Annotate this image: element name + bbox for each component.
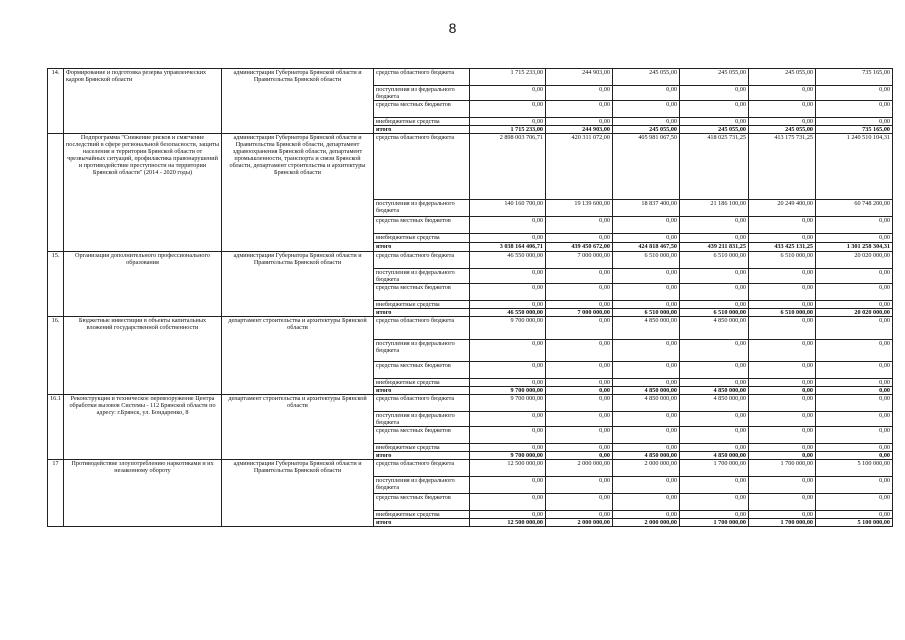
funding-source: итого [374, 243, 470, 252]
amount-cell: 0,00 [816, 444, 893, 452]
amount-cell: 0,00 [680, 427, 749, 444]
amount-cell: 0,00 [613, 217, 680, 234]
amount-cell: 0,00 [816, 340, 893, 362]
amount-cell: 140 160 700,00 [470, 200, 546, 217]
table-row [48, 252, 893, 269]
amount-cell: 0,00 [613, 362, 680, 379]
funding-source: внебюджетные средства [374, 379, 470, 387]
amount-cell: 4 850 000,00 [680, 387, 749, 395]
amount-cell: 0,00 [749, 452, 816, 460]
amount-cell: 0,00 [749, 217, 816, 234]
amount-cell: 7 000 000,00 [546, 252, 613, 269]
amount-cell: 0,00 [470, 217, 546, 234]
amount-cell: 735 165,00 [816, 126, 893, 134]
amount-cell: 0,00 [613, 301, 680, 309]
executor: департамент строительства и архитектуры Брянской области [222, 395, 374, 460]
amount-cell: 0,00 [749, 379, 816, 387]
amount-cell: 245 055,00 [680, 69, 749, 86]
amount-cell: 0,00 [680, 511, 749, 519]
row-number: 16.1 [48, 395, 64, 460]
amount-cell: 0,00 [816, 511, 893, 519]
amount-cell: 0,00 [749, 118, 816, 126]
amount-cell: 0,00 [546, 301, 613, 309]
amount-cell: 0,00 [546, 86, 613, 101]
amount-cell: 405 981 067,50 [613, 134, 680, 200]
amount-cell: 0,00 [613, 86, 680, 101]
amount-cell: 9 700 000,00 [470, 387, 546, 395]
amount-cell: 12 500 000,00 [470, 519, 546, 527]
amount-cell: 0,00 [613, 412, 680, 427]
table-row [48, 395, 893, 412]
amount-cell: 0,00 [470, 511, 546, 519]
amount-cell: 0,00 [680, 284, 749, 301]
amount-cell: 0,00 [546, 379, 613, 387]
amount-cell: 245 055,00 [613, 126, 680, 134]
amount-cell: 4 850 000,00 [680, 317, 749, 340]
amount-cell: 0,00 [816, 379, 893, 387]
amount-cell: 0,00 [546, 234, 613, 243]
amount-cell: 6 510 000,00 [613, 309, 680, 317]
funding-source: внебюджетные средства [374, 118, 470, 126]
amount-cell: 0,00 [470, 86, 546, 101]
measure-name: Организация дополнительного профессионального образования [64, 252, 222, 317]
funding-source: внебюджетные средства [374, 511, 470, 519]
amount-cell: 0,00 [816, 395, 893, 412]
table-row [48, 460, 893, 477]
amount-cell: 2 898 003 706,71 [470, 134, 546, 200]
amount-cell: 0,00 [749, 234, 816, 243]
amount-cell: 0,00 [749, 477, 816, 494]
amount-cell: 439 211 831,25 [680, 243, 749, 252]
amount-cell: 1 715 233,00 [470, 126, 546, 134]
amount-cell: 0,00 [470, 301, 546, 309]
amount-cell: 0,00 [546, 511, 613, 519]
amount-cell: 0,00 [816, 427, 893, 444]
funding-source: итого [374, 126, 470, 134]
amount-cell: 244 903,00 [546, 69, 613, 86]
amount-cell: 0,00 [816, 412, 893, 427]
amount-cell: 0,00 [749, 494, 816, 511]
executor: администрация Губернатора Брянской области и Правительства Брянской области [222, 460, 374, 527]
table-row [48, 134, 893, 200]
amount-cell: 1 240 510 104,31 [816, 134, 893, 200]
amount-cell: 0,00 [546, 477, 613, 494]
amount-cell: 433 425 131,25 [749, 243, 816, 252]
amount-cell: 0,00 [546, 317, 613, 340]
amount-cell: 0,00 [816, 269, 893, 284]
measure-name: Формирование и подготовка резерва управленческих кадров Брянской области [64, 69, 222, 134]
amount-cell: 0,00 [546, 118, 613, 126]
funding-source: поступления из федерального бюджета [374, 200, 470, 217]
amount-cell: 0,00 [546, 452, 613, 460]
amount-cell: 0,00 [680, 101, 749, 118]
amount-cell: 0,00 [749, 395, 816, 412]
amount-cell: 245 055,00 [749, 69, 816, 86]
amount-cell: 4 850 000,00 [613, 387, 680, 395]
amount-cell: 0,00 [470, 412, 546, 427]
amount-cell: 424 818 467,50 [613, 243, 680, 252]
funding-source: средства местных бюджетов [374, 284, 470, 301]
funding-source: внебюджетные средства [374, 301, 470, 309]
amount-cell: 0,00 [546, 101, 613, 118]
amount-cell: 1 700 000,00 [680, 460, 749, 477]
amount-cell: 0,00 [470, 284, 546, 301]
amount-cell: 0,00 [470, 494, 546, 511]
funding-source: итого [374, 519, 470, 527]
amount-cell: 0,00 [613, 494, 680, 511]
amount-cell: 0,00 [470, 340, 546, 362]
amount-cell: 0,00 [613, 101, 680, 118]
row-number: 17 [48, 460, 64, 527]
amount-cell: 0,00 [613, 477, 680, 494]
amount-cell: 21 186 100,00 [680, 200, 749, 217]
amount-cell: 0,00 [749, 427, 816, 444]
amount-cell: 0,00 [816, 234, 893, 243]
amount-cell: 20 249 400,00 [749, 200, 816, 217]
amount-cell: 1 700 000,00 [749, 460, 816, 477]
funding-source: средства местных бюджетов [374, 217, 470, 234]
amount-cell: 6 510 000,00 [680, 252, 749, 269]
amount-cell: 0,00 [749, 511, 816, 519]
amount-cell: 19 139 600,00 [546, 200, 613, 217]
amount-cell: 0,00 [546, 217, 613, 234]
amount-cell: 1 700 000,00 [749, 519, 816, 527]
amount-cell: 9 700 000,00 [470, 452, 546, 460]
amount-cell: 0,00 [680, 118, 749, 126]
amount-cell: 0,00 [470, 379, 546, 387]
table-row [48, 317, 893, 340]
amount-cell: 0,00 [613, 269, 680, 284]
amount-cell: 2 000 000,00 [613, 519, 680, 527]
amount-cell: 0,00 [749, 101, 816, 118]
amount-cell: 0,00 [816, 284, 893, 301]
amount-cell: 0,00 [613, 340, 680, 362]
amount-cell: 245 055,00 [680, 126, 749, 134]
amount-cell: 0,00 [749, 284, 816, 301]
funding-source: поступления из федерального бюджета [374, 340, 470, 362]
amount-cell: 4 850 000,00 [680, 395, 749, 412]
amount-cell: 735 165,00 [816, 69, 893, 86]
amount-cell: 5 100 000,00 [816, 460, 893, 477]
amount-cell: 0,00 [680, 234, 749, 243]
amount-cell: 0,00 [680, 494, 749, 511]
funding-source: средства местных бюджетов [374, 362, 470, 379]
amount-cell: 0,00 [816, 387, 893, 395]
table-row [48, 69, 893, 86]
amount-cell: 0,00 [816, 118, 893, 126]
amount-cell: 0,00 [749, 444, 816, 452]
amount-cell: 0,00 [470, 118, 546, 126]
amount-cell: 46 550 000,00 [470, 252, 546, 269]
amount-cell: 6 510 000,00 [749, 252, 816, 269]
amount-cell: 3 038 164 406,71 [470, 243, 546, 252]
amount-cell: 0,00 [613, 234, 680, 243]
funding-source: средства местных бюджетов [374, 101, 470, 118]
amount-cell: 7 000 000,00 [546, 309, 613, 317]
amount-cell: 1 301 258 304,31 [816, 243, 893, 252]
amount-cell: 0,00 [680, 340, 749, 362]
amount-cell: 0,00 [749, 317, 816, 340]
amount-cell: 0,00 [816, 317, 893, 340]
executor: администрация Губернатора Брянской области и Правительства Брянской области [222, 69, 374, 134]
executor: департамент строительства и архитектуры Брянской области [222, 317, 374, 395]
amount-cell: 1 715 233,00 [470, 69, 546, 86]
funding-source: итого [374, 387, 470, 395]
funding-source: средства областного бюджета [374, 134, 470, 200]
amount-cell: 0,00 [749, 340, 816, 362]
amount-cell: 0,00 [546, 494, 613, 511]
measure-name: Реконструкция и техническое перевооружение Центра обработки вызовов Системы - 112 Брянской области по адресу: г.Брянск, ул. Бондаренко, 8 [64, 395, 222, 460]
amount-cell: 9 700 000,00 [470, 395, 546, 412]
amount-cell: 20 020 000,00 [816, 309, 893, 317]
amount-cell: 0,00 [680, 477, 749, 494]
amount-cell: 0,00 [546, 444, 613, 452]
amount-cell: 0,00 [816, 217, 893, 234]
page-number: 8 [448, 20, 457, 36]
executor: администрация Губернатора Брянской области и Правительства Брянской области, департамент здравоохранения Брянской области, департамент промышленности, транспорта и связи Брянской области, департамент строительства и архитектуры Брянской области [222, 134, 374, 252]
row-number: 16. [48, 317, 64, 395]
amount-cell: 0,00 [816, 362, 893, 379]
amount-cell: 0,00 [749, 362, 816, 379]
amount-cell: 413 175 731,25 [749, 134, 816, 200]
amount-cell: 0,00 [680, 86, 749, 101]
amount-cell: 0,00 [816, 86, 893, 101]
funding-source: поступления из федерального бюджета [374, 269, 470, 284]
amount-cell: 0,00 [613, 284, 680, 301]
amount-cell: 439 450 672,00 [546, 243, 613, 252]
funding-source: средства областного бюджета [374, 395, 470, 412]
funding-source: средства местных бюджетов [374, 427, 470, 444]
amount-cell: 0,00 [816, 477, 893, 494]
amount-cell: 0,00 [546, 395, 613, 412]
amount-cell: 0,00 [470, 427, 546, 444]
amount-cell: 9 700 000,00 [470, 317, 546, 340]
amount-cell: 2 000 000,00 [613, 460, 680, 477]
row-number: 15. [48, 252, 64, 317]
funding-source: средства областного бюджета [374, 460, 470, 477]
amount-cell: 0,00 [546, 284, 613, 301]
measure-name: Подпрограмма "Снижение рисков и смягчение последствий в сфере региональной безопасности, защиты населения и территории Брянской области от чрезвычайных ситуаций, профилактика правонарушений и противодействие преступности на территории Брянской области" (2014 - 2020 годы) [64, 134, 222, 252]
amount-cell: 0,00 [546, 362, 613, 379]
amount-cell: 12 500 000,00 [470, 460, 546, 477]
amount-cell: 0,00 [546, 269, 613, 284]
funding-source: поступления из федерального бюджета [374, 477, 470, 494]
funding-source: поступления из федерального бюджета [374, 86, 470, 101]
amount-cell: 6 510 000,00 [680, 309, 749, 317]
amount-cell: 245 055,00 [749, 126, 816, 134]
amount-cell: 0,00 [816, 494, 893, 511]
funding-source: внебюджетные средства [374, 444, 470, 452]
amount-cell: 60 748 200,00 [816, 200, 893, 217]
funding-source: внебюджетные средства [374, 234, 470, 243]
executor: администрация Губернатора Брянской области и Правительства Брянской области [222, 252, 374, 317]
amount-cell: 0,00 [613, 427, 680, 444]
funding-source: итого [374, 452, 470, 460]
amount-cell: 0,00 [613, 379, 680, 387]
amount-cell: 1 700 000,00 [680, 519, 749, 527]
amount-cell: 0,00 [680, 301, 749, 309]
measure-name: Противодействие злоупотреблению наркотиками и их незаконному обороту [64, 460, 222, 527]
amount-cell: 6 510 000,00 [749, 309, 816, 317]
amount-cell: 0,00 [470, 362, 546, 379]
amount-cell: 2 000 000,00 [546, 519, 613, 527]
amount-cell: 6 510 000,00 [613, 252, 680, 269]
amount-cell: 0,00 [546, 340, 613, 362]
amount-cell: 0,00 [749, 387, 816, 395]
funding-source: средства областного бюджета [374, 317, 470, 340]
amount-cell: 4 850 000,00 [613, 395, 680, 412]
amount-cell: 0,00 [680, 362, 749, 379]
funding-source: поступления из федерального бюджета [374, 412, 470, 427]
amount-cell: 0,00 [470, 477, 546, 494]
amount-cell: 0,00 [680, 444, 749, 452]
amount-cell: 0,00 [816, 301, 893, 309]
amount-cell: 4 850 000,00 [613, 317, 680, 340]
amount-cell: 244 903,00 [546, 126, 613, 134]
amount-cell: 20 020 000,00 [816, 252, 893, 269]
amount-cell: 0,00 [749, 86, 816, 101]
amount-cell: 0,00 [680, 379, 749, 387]
funding-source: итого [374, 309, 470, 317]
amount-cell: 0,00 [816, 101, 893, 118]
amount-cell: 0,00 [546, 412, 613, 427]
amount-cell: 0,00 [680, 412, 749, 427]
amount-cell: 0,00 [613, 118, 680, 126]
amount-cell: 0,00 [613, 444, 680, 452]
funding-source: средства местных бюджетов [374, 494, 470, 511]
amount-cell: 2 000 000,00 [546, 460, 613, 477]
amount-cell: 420 311 072,00 [546, 134, 613, 200]
amount-cell: 0,00 [749, 412, 816, 427]
amount-cell: 46 550 000,00 [470, 309, 546, 317]
amount-cell: 0,00 [680, 217, 749, 234]
funding-source: средства областного бюджета [374, 69, 470, 86]
amount-cell: 4 850 000,00 [613, 452, 680, 460]
amount-cell: 5 100 000,00 [816, 519, 893, 527]
amount-cell: 0,00 [749, 269, 816, 284]
amount-cell: 4 850 000,00 [680, 452, 749, 460]
row-number [48, 134, 64, 252]
amount-cell: 0,00 [546, 427, 613, 444]
budget-table [47, 68, 893, 527]
amount-cell: 0,00 [470, 444, 546, 452]
amount-cell: 0,00 [470, 234, 546, 243]
row-number: 14. [48, 69, 64, 134]
amount-cell: 0,00 [816, 452, 893, 460]
amount-cell: 0,00 [613, 511, 680, 519]
amount-cell: 0,00 [470, 101, 546, 118]
amount-cell: 0,00 [749, 301, 816, 309]
amount-cell: 18 837 400,00 [613, 200, 680, 217]
measure-name: Бюджетные инвестиции в объекты капитальных вложений государственной собственности [64, 317, 222, 395]
amount-cell: 0,00 [470, 269, 546, 284]
amount-cell: 0,00 [680, 269, 749, 284]
amount-cell: 0,00 [546, 387, 613, 395]
amount-cell: 418 025 731,25 [680, 134, 749, 200]
amount-cell: 245 055,00 [613, 69, 680, 86]
funding-source: средства областного бюджета [374, 252, 470, 269]
